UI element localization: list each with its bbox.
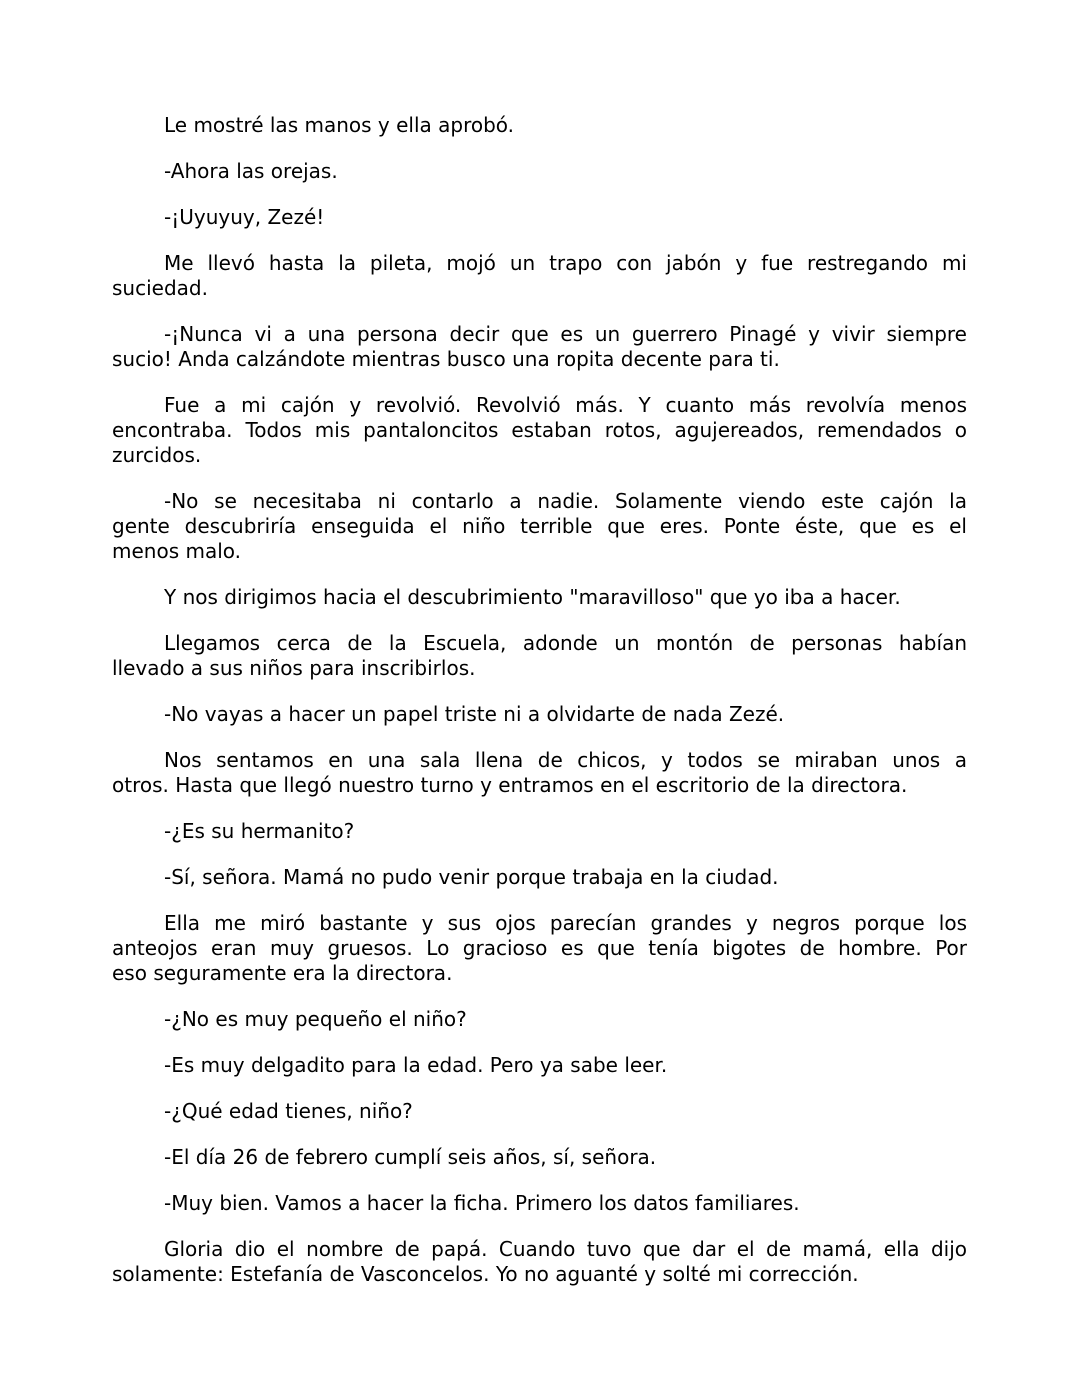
paragraph-line: -¿Es su hermanito? xyxy=(164,819,355,843)
paragraph-line: -Muy bien. Vamos a hacer la ficha. Primero los datos familiares. xyxy=(164,1191,800,1215)
paragraph-line: Nos sentamos en una sala llena de chicos, y todos se miraban unos a xyxy=(164,748,967,772)
paragraph xyxy=(112,322,967,372)
paragraph-line: sucio! Anda calzándote mientras busco una ropita decente para ti. xyxy=(112,347,780,371)
paragraph-line: -No se necesitaba ni contarlo a nadie. Solamente viendo este cajón la xyxy=(164,489,967,513)
paragraph xyxy=(112,819,967,844)
paragraph-line: Llegamos cerca de la Escuela, adonde un montón de personas habían xyxy=(164,631,967,655)
paragraph xyxy=(112,1145,967,1170)
paragraph xyxy=(112,702,967,727)
paragraph xyxy=(112,585,967,610)
paragraph xyxy=(112,1007,967,1032)
paragraph xyxy=(112,113,967,138)
paragraph xyxy=(112,251,967,301)
paragraph xyxy=(112,205,967,230)
paragraph xyxy=(112,911,967,986)
paragraph xyxy=(112,393,967,468)
paragraph xyxy=(112,489,967,564)
paragraph-line: otros. Hasta que llegó nuestro turno y entramos en el escritorio de la directora. xyxy=(112,773,908,797)
paragraph-line: -No vayas a hacer un papel triste ni a olvidarte de nada Zezé. xyxy=(164,702,785,726)
paragraph-line: -¡Uyuyuy, Zezé! xyxy=(164,205,325,229)
paragraph xyxy=(112,159,967,184)
paragraph xyxy=(112,631,967,681)
paragraph-line: eso seguramente era la directora. xyxy=(112,961,453,985)
paragraph xyxy=(112,1053,967,1078)
paragraph xyxy=(112,1237,967,1287)
paragraph-line: -¿Qué edad tienes, niño? xyxy=(164,1099,413,1123)
paragraph-line: llevado a sus niños para inscribirlos. xyxy=(112,656,476,680)
paragraph-line: -Ahora las orejas. xyxy=(164,159,338,183)
paragraph-line: -Sí, señora. Mamá no pudo venir porque trabaja en la ciudad. xyxy=(164,865,779,889)
paragraph-line: Fue a mi cajón y revolvió. Revolvió más. Y cuanto más revolvía menos xyxy=(164,393,967,417)
paragraph xyxy=(112,1099,967,1124)
text-block xyxy=(112,113,967,1287)
paragraph-line: suciedad. xyxy=(112,276,208,300)
paragraph-line: anteojos eran muy gruesos. Lo gracioso es que tenía bigotes de hombre. Por xyxy=(112,936,967,960)
paragraph-line: -¿No es muy pequeño el niño? xyxy=(164,1007,467,1031)
paragraph xyxy=(112,748,967,798)
paragraph-line: Y nos dirigimos hacia el descubrimiento "maravilloso" que yo iba a hacer. xyxy=(164,585,901,609)
paragraph-line: zurcidos. xyxy=(112,443,202,467)
paragraph-line: menos malo. xyxy=(112,539,242,563)
paragraph-line: Gloria dio el nombre de papá. Cuando tuvo que dar el de mamá, ella dijo xyxy=(164,1237,967,1261)
paragraph-line: Me llevó hasta la pileta, mojó un trapo con jabón y fue restregando mi xyxy=(164,251,967,275)
paragraph xyxy=(112,1191,967,1216)
paragraph xyxy=(112,865,967,890)
paragraph-line: Ella me miró bastante y sus ojos parecían grandes y negros porque los xyxy=(164,911,967,935)
paragraph-line: -El día 26 de febrero cumplí seis años, sí, señora. xyxy=(164,1145,657,1169)
paragraph-line: solamente: Estefanía de Vasconcelos. Yo no aguanté y solté mi corrección. xyxy=(112,1262,859,1286)
paragraph-line: -¡Nunca vi a una persona decir que es un guerrero Pinagé y vivir siempre xyxy=(164,322,967,346)
paragraph-line: Le mostré las manos y ella aprobó. xyxy=(164,113,515,137)
paragraph-line: -Es muy delgadito para la edad. Pero ya sabe leer. xyxy=(164,1053,668,1077)
paragraph-line: gente descubriría enseguida el niño terrible que eres. Ponte éste, que es el xyxy=(112,514,967,538)
paragraph-line: encontraba. Todos mis pantaloncitos estaban rotos, agujereados, remendados o xyxy=(112,418,967,442)
